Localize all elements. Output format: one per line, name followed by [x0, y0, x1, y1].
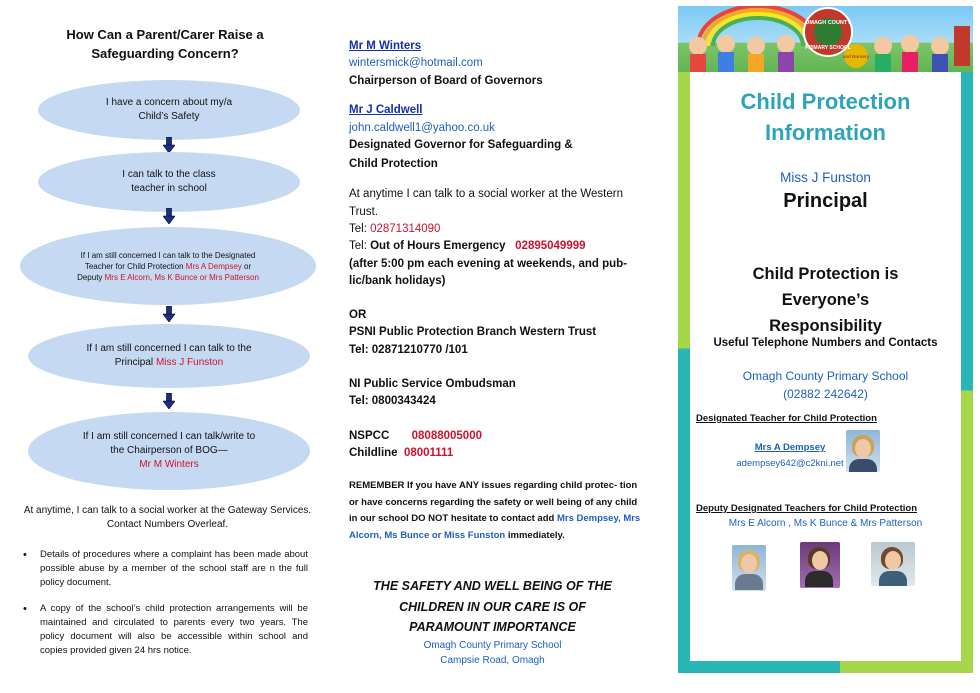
photo-placeholder — [800, 542, 840, 588]
ombudsman-tel: Tel: 0800343424 — [349, 395, 436, 407]
principal-role: Principal — [783, 190, 868, 212]
panel-title: Child Protection Information — [740, 89, 911, 145]
remember-names: Mrs Dempsey, Mrs Alcorn, Ms Bunce or Miss Funston — [349, 513, 641, 541]
bullet-list — [18, 548, 308, 670]
dt-name-red: Mrs A Dempsey — [185, 261, 242, 271]
down-arrow-icon — [163, 208, 175, 224]
photo-placeholder — [846, 430, 880, 472]
western-trust-tel: Tel: 02871314090 — [349, 223, 441, 235]
ooh-note-2: lic/bank holidays) — [349, 275, 446, 287]
panel-border-bottom — [678, 661, 973, 673]
designated-teacher-name: Mrs A Dempsey — [754, 442, 826, 453]
photo-placeholder — [732, 545, 766, 591]
down-arrow-icon — [163, 306, 175, 322]
chair-name-link[interactable]: Mr M Winters — [349, 40, 422, 52]
banner-illustration-icon — [678, 6, 973, 72]
psni-label: PSNI Public Protection Branch Western Trust — [349, 326, 597, 338]
flow-step-1: I have a concern about my/a Child’s Safety — [38, 80, 300, 140]
remember-note: REMEMBER If you have ANY issues regarding child protec- tion or have concerns regarding the safety or well being of any child in our school DO NOT hesitate to contact add Mrs Dempsey, Mrs Alcorn, Ms Bunce or Miss Funston immediately. — [349, 480, 641, 541]
school-contact: Omagh County Primary School (02882 242642) — [742, 369, 909, 401]
panel-border-left — [678, 72, 690, 673]
deputies-red: Mrs E Alcorn, Ms K Bunce or Mrs Patterson — [104, 272, 259, 282]
deputy-teachers-heading: Deputy Designated Teachers for Child Protection — [696, 503, 918, 514]
down-arrow-icon — [163, 137, 175, 153]
governor-role-2: Child Protection — [349, 158, 438, 170]
school-address: Omagh County Primary School Campsie Road, Omagh — [423, 640, 562, 666]
safety-statement: THE SAFETY AND WELL BEING OF THE CHILDREN IN OUR CARE IS OF PARAMOUNT IMPORTANCE — [373, 579, 612, 634]
governor-role-1: Designated Governor for Safeguarding & — [349, 139, 573, 151]
tel-number: 02871314090 — [370, 223, 441, 235]
childline-number: 08001111 — [403, 447, 454, 459]
principal-name: Miss J Funston — [780, 170, 871, 185]
banner-logo-text-3: and Nursery — [842, 54, 870, 59]
social-worker-line-2: Trust. — [349, 206, 378, 218]
banner-logo-text-2: PRIMARY SCHOOL — [805, 45, 851, 51]
chair-role: Chairperson of Board of Governors — [349, 75, 543, 87]
middle-panel — [335, 0, 650, 693]
flow-title: How Can a Parent/Carer Raise a Safeguarding Concern? — [66, 27, 264, 61]
right-panel — [678, 6, 973, 673]
gateway-note: At anytime, I can talk to a social worker at the Gateway Services. Contact Numbers Overleaf. — [23, 505, 312, 530]
designated-teacher-email[interactable]: adempsey642@c2kni.net — [736, 458, 844, 469]
nspcc-line: NSPCC 08088005000 — [349, 430, 482, 442]
deputy-teachers-names: Mrs E Alcorn , Ms K Bunce & Mrs Patterson — [728, 518, 923, 529]
flow-step-4: If I am still concerned I can talk to the Principal Miss J Funston — [28, 324, 310, 388]
social-worker-line-1: At anytime I can talk to a social worker at the Western — [349, 188, 623, 200]
panel-border-right — [961, 72, 973, 673]
principal-red: Miss J Funston — [155, 357, 224, 368]
designated-teacher-heading: Designated Teacher for Child Protection — [696, 413, 877, 424]
responsibility-heading: Child Protection is Everyone’s Responsibility — [752, 265, 899, 335]
governor-name-link[interactable]: Mr J Caldwell — [349, 104, 423, 116]
out-of-hours-tel: Tel: Out of Hours Emergency 02895049999 — [349, 240, 586, 252]
school-banner-illustration — [678, 6, 973, 72]
flow-step-3: If I am still concerned I can talk to the Designated Teacher for Child Protection Mrs A Dempsey or Deputy Mrs E Alcorn, Ms K Bunce or Mrs Patterson — [20, 227, 316, 305]
ooh-number: 02895049999 — [515, 240, 586, 252]
photo-placeholder — [871, 542, 915, 586]
or-label: OR — [349, 309, 367, 321]
flow-step-2: I can talk to the class teacher in school — [38, 152, 300, 212]
down-arrow-icon — [163, 393, 175, 409]
info-panel — [690, 72, 961, 661]
chair-red: Mr M Winters — [139, 459, 199, 470]
childline-line: Childline 08001111 — [349, 447, 454, 459]
list-item: • A copy of the school’s child protection arrangements will be maintained and circulated to parents every two years. The policy document will also be accessible within school and copies provided given 24 hrs notice. — [18, 602, 308, 658]
banner-logo-text-1: OMAGH COUNTY — [805, 20, 851, 26]
nspcc-number: 08088005000 — [411, 430, 482, 442]
psni-tel: Tel: 02871210770 /101 — [349, 344, 468, 356]
governor-email-link[interactable]: john.caldwell1@yahoo.co.uk — [349, 122, 495, 134]
left-panel — [0, 0, 335, 693]
ooh-note-1: (after 5:00 pm each evening at weekends, and pub- — [349, 258, 627, 270]
chair-email-link[interactable]: wintersmick@hotmail.com — [349, 57, 483, 69]
flow-step-5: If I am still concerned I can talk/write to the Chairperson of BOG— Mr M Winters — [28, 412, 310, 490]
list-item: • Details of procedures where a complaint has been made about possible abuse by a member of the school staff are n the full policy document. — [18, 548, 308, 590]
ombudsman-label: NI Public Service Ombudsman — [349, 378, 516, 390]
useful-contacts-heading: Useful Telephone Numbers and Contacts — [713, 337, 938, 349]
